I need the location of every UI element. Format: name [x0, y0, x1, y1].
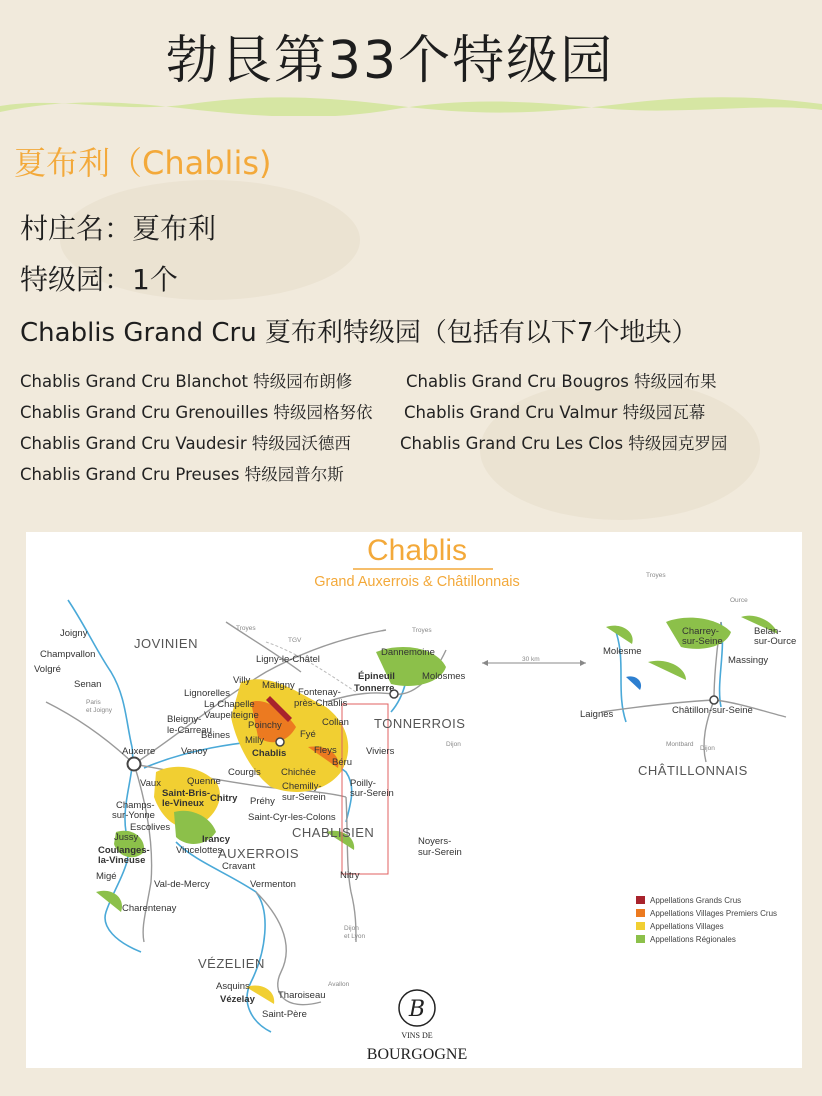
chablis-map: [26, 532, 802, 1068]
place-label: Tonnerre: [354, 683, 395, 694]
place-label: Ligny-le-Châtel: [256, 654, 320, 665]
road-label: Dijon: [344, 925, 359, 932]
logo-line2: BOURGOGNE: [366, 1046, 468, 1063]
place-label: Épineuil: [358, 671, 395, 682]
place-label: Courgis: [228, 767, 261, 778]
legend-swatch: [636, 935, 645, 943]
place-label: Préhy: [250, 796, 275, 807]
place-label: Laignes: [580, 709, 614, 720]
place-label: sur-Seine: [682, 636, 723, 647]
place-label: Chablis: [252, 748, 287, 759]
road-label: Ource: [730, 597, 748, 604]
place-label: Dannemoine: [381, 647, 435, 658]
place-label: Cravant: [222, 861, 256, 872]
place-label: Fleys: [314, 745, 337, 756]
legend-swatch: [636, 922, 645, 930]
road-label: et Lyon: [344, 933, 366, 940]
road-label: Dijon: [700, 745, 715, 752]
logo-monogram: B: [408, 997, 426, 1022]
place-label: Saint-Cyr-les-Colons: [248, 812, 336, 823]
place-label: sur-Yonne: [112, 810, 155, 821]
place-label: Poinchy: [248, 720, 282, 731]
legend-label: Appellations Villages: [650, 922, 724, 931]
road-label: Avallon: [328, 981, 350, 988]
map-title: Chablis: [366, 534, 468, 567]
place-label: Saint-Père: [262, 1009, 307, 1020]
place-label: Migé: [96, 871, 117, 882]
place-label: Chitry: [210, 793, 238, 804]
place-label: Nitry: [340, 870, 360, 881]
place-label: Champs-: [116, 800, 155, 811]
road-label: TGV: [288, 637, 302, 644]
place-label: Molesme: [603, 646, 642, 657]
grand-cru-title-line: Chablis Grand Cru 夏布利特级园（包括有以下7个地块）: [20, 318, 698, 348]
place-label: Viviers: [366, 746, 395, 757]
distance-label: 30 km: [522, 656, 540, 663]
place-label: Noyers-: [418, 836, 452, 847]
place-label: le-Vineux: [162, 798, 205, 809]
place-label: Fontenay-: [298, 687, 341, 698]
legend-label: Appellations Grands Crus: [650, 896, 742, 905]
place-label: Vermenton: [250, 879, 296, 890]
map-svg: [26, 532, 802, 1068]
place-label: Chemilly-: [282, 781, 322, 792]
vineyard-item: Chablis Grand Cru Valmur 特级园瓦幕: [404, 403, 706, 422]
place-label: Maligny: [262, 680, 295, 691]
logo-line1: VINS DE: [401, 1031, 433, 1040]
place-label: sur-Serein: [350, 788, 394, 799]
legend: [636, 896, 777, 944]
place-label: Molosmes: [422, 671, 466, 682]
place-label: Collan: [322, 717, 349, 728]
place-label: Villy: [233, 675, 251, 686]
place-label: Quenne: [187, 776, 221, 787]
place-label: La Chapelle: [204, 699, 255, 710]
place-label: Chichée: [281, 767, 316, 778]
place-label: Béru: [332, 757, 353, 768]
place-label: sur-Serein: [282, 792, 326, 803]
region-label: TONNERROIS: [374, 716, 466, 731]
place-label: Vézelay: [220, 994, 255, 1005]
region-label: JOVINIEN: [134, 636, 198, 651]
place-label: le-Carreau: [167, 725, 212, 736]
place-label: Charentenay: [122, 903, 177, 914]
place-label: Champvallon: [40, 649, 96, 660]
place-label: Irancy: [202, 834, 230, 845]
place-label: Auxerre: [122, 746, 156, 757]
place-label: Châtillon-sur-Seine: [672, 705, 753, 716]
legend-label: Appellations Villages Premiers Crus: [650, 909, 778, 918]
place-label: Milly: [245, 735, 264, 746]
road-label: Troyes: [646, 572, 666, 579]
place-label: Vaupelteigne: [204, 710, 259, 721]
legend-label: Appellations Régionales: [650, 935, 736, 944]
place-label: Asquins: [216, 981, 250, 992]
region-label: CHABLISIEN: [292, 825, 375, 840]
place-label: Belan-: [754, 626, 782, 637]
vineyard-item: Chablis Grand Cru Les Clos 特级园克罗园: [400, 434, 728, 453]
place-label: près-Chablis: [294, 698, 348, 709]
place-label: sur-Ource: [754, 636, 797, 647]
legend-swatch: [636, 909, 645, 917]
road-label: Montbard: [666, 741, 694, 748]
vineyard-item: Chablis Grand Cru Preuses 特级园普尔斯: [20, 465, 344, 484]
place-label: Bleigny-: [167, 714, 202, 725]
place-label: Vincelottes: [176, 845, 223, 856]
vineyard-item: Chablis Grand Cru Bougros 特级园布果: [406, 372, 717, 391]
place-label: Jussy: [114, 832, 139, 843]
place-label: Venoy: [181, 746, 208, 757]
vineyard-item: Chablis Grand Cru Vaudesir 特级园沃德西: [20, 434, 351, 453]
road-label: Dijon: [446, 741, 461, 748]
vins-de-bourgogne-logo: [367, 990, 467, 1063]
section-heading: 夏布利（Chablis): [14, 144, 272, 182]
place-label: sur-Serein: [418, 847, 462, 858]
grand-cru-count-line: 特级园：1个: [20, 263, 178, 296]
village-name-line: 村庄名：夏布利: [20, 212, 217, 245]
page-title: 勃艮第33个特级园: [165, 31, 615, 91]
place-label: Joigny: [60, 628, 88, 639]
vineyard-item: Chablis Grand Cru Blanchot 特级园布朗修: [20, 372, 353, 391]
road-label: et Joigny: [86, 707, 113, 714]
road-label: Troyes: [412, 627, 432, 634]
road-label: Troyes: [236, 625, 256, 632]
place-label: Lignorelles: [184, 688, 230, 699]
region-label: AUXERROIS: [218, 846, 300, 861]
place-label: la-Vineuse: [98, 855, 146, 866]
region-label: CHÂTILLONNAIS: [638, 763, 748, 778]
place-label: Beines: [201, 730, 231, 741]
place-label: Senan: [74, 679, 102, 690]
region-label: VÉZELIEN: [198, 956, 265, 971]
place-label: Coulanges-: [98, 845, 150, 856]
legend-swatch: [636, 896, 645, 904]
place-label: Massingy: [728, 655, 769, 666]
place-label: Vaux: [140, 778, 161, 789]
place-label: Poilly-: [350, 778, 376, 789]
place-label: Volgré: [34, 664, 61, 675]
place-label: Val-de-Mercy: [154, 879, 210, 890]
place-label: Charrey-: [682, 626, 719, 637]
decorative-wave: [0, 92, 822, 116]
place-label: Fyé: [300, 729, 316, 740]
road-label: Paris: [86, 699, 101, 706]
map-subtitle: Grand Auxerrois & Châtillonnais: [314, 574, 520, 590]
place-label: Tharoiseau: [278, 990, 326, 1001]
place-label: Escolives: [130, 822, 171, 833]
vineyard-item: Chablis Grand Cru Grenouilles 特级园格努依: [20, 403, 373, 422]
place-label: Saint-Bris-: [162, 788, 211, 799]
